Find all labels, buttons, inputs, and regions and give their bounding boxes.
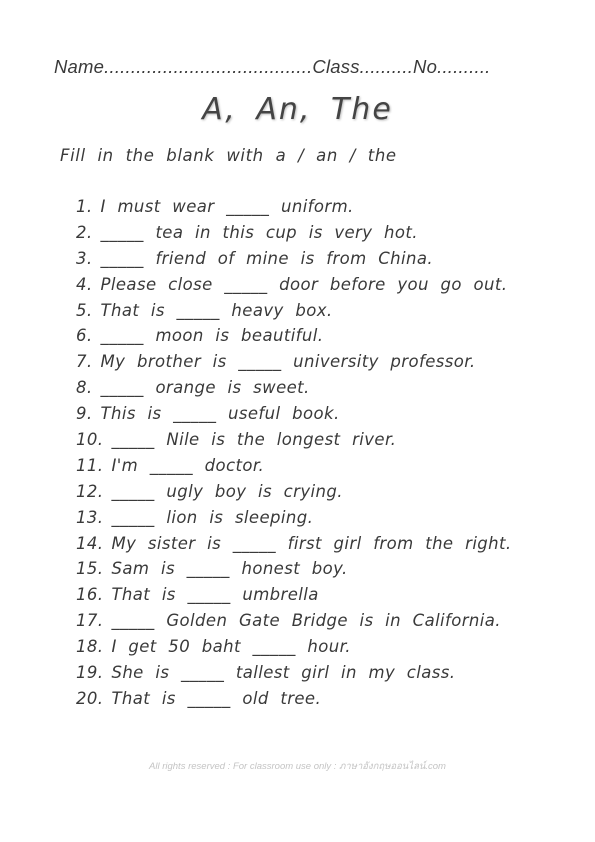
question-item [76,558,512,584]
question-text: That is _____ umbrella [111,585,319,605]
question-text: I'm _____ doctor. [111,455,265,475]
question-number: 8. [76,378,93,398]
question-text: I must wear _____ uniform. [100,197,354,216]
question-number: 11. [76,455,104,475]
question-text: _____ moon is beautiful. [100,326,324,346]
copyright-footer: All rights reserved : For classroom use only : ภาษาอังกฤษออนไลน์.com [149,761,446,772]
question-item [76,300,512,326]
worksheet-title: A, An, The [202,92,393,127]
question-number: 10. [76,430,104,450]
question-number: 1. [76,197,93,216]
question-number: 12. [76,481,104,501]
question-number: 19. [76,663,104,683]
question-number: 7. [76,352,93,372]
question-item [76,325,512,351]
question-item [76,610,512,636]
question-text: That is _____ heavy box. [100,300,333,320]
question-item [76,222,512,248]
question-text: _____ lion is sleeping. [111,507,314,527]
question-number: 17. [76,611,104,631]
question-list [76,196,512,714]
name-class-no-line: Name.......................................Class..........No.......... [54,56,491,77]
question-text: She is _____ tallest girl in my class. [111,663,456,683]
question-number: 5. [76,300,93,320]
question-item [76,481,512,507]
question-number: 16. [76,585,104,605]
question-item [76,429,512,455]
question-item [76,533,512,559]
question-number: 3. [76,248,93,268]
question-text: _____ Golden Gate Bridge is in California. [111,611,501,631]
question-item [76,351,512,377]
question-item [76,584,512,610]
question-text: _____ orange is sweet. [100,378,310,398]
question-item [76,507,512,533]
question-number: 14. [76,533,104,553]
instruction-text: Fill in the blank with a / an / the [60,146,397,165]
question-item [76,377,512,403]
question-number: 4. [76,274,93,294]
question-item [76,196,512,222]
question-text: Please close _____ door before you go out. [100,274,508,294]
question-text: I get 50 baht _____ hour. [111,637,351,657]
question-number: 2. [76,222,93,242]
question-number: 13. [76,507,104,527]
question-text: _____ friend of mine is from China. [100,248,434,268]
question-item [76,662,512,688]
question-item [76,688,512,714]
question-text: This is _____ useful book. [100,404,340,424]
question-number: 15. [76,559,104,579]
question-text: My brother is _____ university professor. [100,352,476,372]
question-item [76,636,512,662]
question-text: My sister is _____ first girl from the right. [111,533,512,553]
question-number: 20. [76,688,104,708]
question-text: _____ ugly boy is crying. [111,481,343,501]
question-number: 18. [76,637,104,657]
question-text: _____ Nile is the longest river. [111,430,397,450]
question-text: _____ tea in this cup is very hot. [100,222,418,242]
question-item [76,248,512,274]
question-item [76,455,512,481]
question-item [76,274,512,300]
question-item [76,403,512,429]
question-text: That is _____ old tree. [111,688,322,708]
question-text: Sam is _____ honest boy. [111,559,348,579]
question-number: 6. [76,326,93,346]
question-number: 9. [76,404,93,424]
